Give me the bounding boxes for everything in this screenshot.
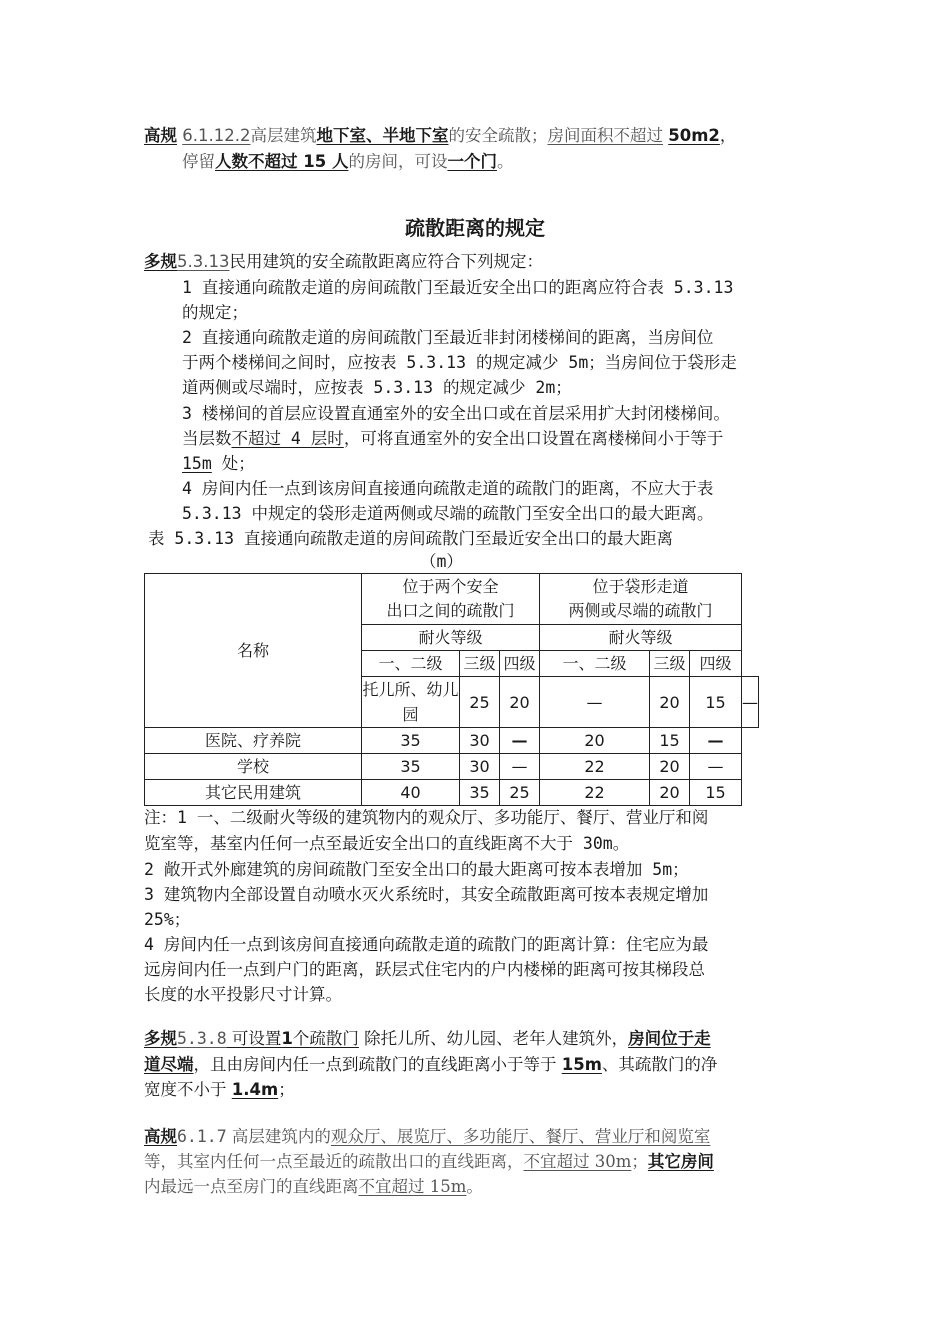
- cell: —: [690, 754, 742, 780]
- cell: 20: [650, 677, 690, 728]
- grade-header: 四级: [690, 651, 742, 677]
- text-line: 于两个楼梯间之间时，应按表 5.3.13 的规定减少 5m；当房间位于袋形走: [182, 353, 737, 372]
- ref-label: 高规: [144, 1127, 177, 1146]
- group-header-between-exits: [362, 574, 540, 625]
- text: 可设置: [226, 1029, 282, 1048]
- cell: 25: [500, 780, 540, 806]
- text-line: 道两侧或尽端时，应按表 5.3.13 的规定减少 2m；: [182, 378, 572, 397]
- text: 房间面积不超过: [547, 126, 663, 145]
- cell: 20: [540, 728, 650, 754]
- cell: —: [742, 677, 759, 728]
- text-line: 的规定；: [182, 303, 248, 322]
- note-line: 3 建筑物内全部设置自动喷水灭火系统时，其安全疏散距离可按本表规定增加: [144, 885, 709, 904]
- text-line: 3 楼梯间的首层应设置直通室外的安全出口或在首层采用扩大封闭楼梯间。: [182, 404, 730, 423]
- text: 、其疏散门的净: [601, 1055, 718, 1074]
- text: 处；: [211, 454, 255, 473]
- text: 房间位于走: [628, 1029, 711, 1048]
- text-line: 5.3.13 中规定的袋形走道两侧或尽端的疏散门至安全出口的最大距离。: [182, 504, 714, 523]
- text: 1: [281, 1029, 293, 1048]
- text: 其它房间: [647, 1152, 714, 1171]
- cell: 30: [460, 754, 500, 780]
- distance-table: [144, 573, 759, 806]
- text: ，且由房间内任一点到疏散门的直线距离小于等于: [193, 1055, 562, 1074]
- text: 一个门: [447, 152, 497, 171]
- text: 观众厅、展览厅、多功能厅、餐厅、营业厅和阅览室: [330, 1127, 711, 1146]
- note-line: 2 敞开式外廊建筑的房间疏散门至安全出口的最大距离可按本表增加 5m；: [144, 860, 689, 879]
- text: 不宜超过 30m: [523, 1152, 632, 1171]
- ref-label: 高规: [144, 126, 177, 145]
- ref-label: 多规: [144, 1029, 177, 1048]
- cell: —: [690, 728, 742, 754]
- text-line: 2 直接通向疏散走道的房间疏散门至最近非封闭楼梯间的距离，当房间位: [182, 328, 714, 347]
- note-line: 远房间内任一点到户门的距离，跃层式住宅内的户内楼梯的距离可按其梯段总: [144, 960, 705, 979]
- group-header-dead-end: [540, 574, 742, 625]
- grade-header: 一、二级: [540, 651, 650, 677]
- text: 。: [496, 152, 514, 171]
- row-name: 医院、疗养院: [145, 728, 362, 754]
- text: 1.4m: [231, 1080, 279, 1099]
- row-name: 其它民用建筑: [145, 780, 362, 806]
- table-unit: （m）: [420, 552, 463, 571]
- text: 不宜超过 15m: [358, 1177, 467, 1196]
- text: 等，其室内任何一点至最近的疏散出口的直线距离，: [144, 1152, 524, 1171]
- note-line: 25%；: [144, 910, 191, 929]
- table-row: [145, 754, 759, 780]
- cell: 15: [650, 728, 690, 754]
- cell: 35: [460, 780, 500, 806]
- grade-header: 三级: [460, 651, 500, 677]
- ref-number: 5.3.13: [177, 252, 230, 271]
- cell: —: [540, 677, 650, 728]
- section-title: 疏散距离的规定: [405, 216, 545, 240]
- fire-rating-header: 耐火等级: [540, 625, 742, 651]
- cell: 20: [650, 780, 690, 806]
- text: 出口之间的疏散门: [386, 601, 515, 620]
- cell: 20: [500, 677, 540, 728]
- note-line: 长度的水平投影尺寸计算。: [144, 985, 342, 1004]
- ref-number: 6.1.12.2: [182, 126, 251, 145]
- text: 停留: [182, 152, 215, 171]
- text: 人数不超过 15 人: [215, 152, 349, 171]
- text-line: 1 直接通向疏散走道的房间疏散门至最近安全出口的距离应符合表 5.3.13: [182, 278, 734, 297]
- text: 个疏散门: [292, 1029, 359, 1048]
- grade-header: 一、二级: [362, 651, 460, 677]
- cell: 22: [540, 780, 650, 806]
- fire-rating-header: 耐火等级: [362, 625, 540, 651]
- text: 的安全疏散；: [448, 126, 548, 145]
- text: 当层数: [182, 429, 232, 448]
- cell: 20: [650, 754, 690, 780]
- table-row: [145, 728, 759, 754]
- text: 高层建筑: [250, 126, 317, 145]
- cell: 15: [690, 677, 742, 728]
- cell: 15: [690, 780, 742, 806]
- text: 宽度不小于: [144, 1080, 232, 1099]
- cell: —: [500, 754, 540, 780]
- text-line: 4 房间内任一点到该房间直接通向疏散走道的疏散门的距离，不应大于表: [182, 479, 714, 498]
- grade-header: 三级: [650, 651, 690, 677]
- ref-label: 多规: [144, 252, 177, 271]
- note-line: 4 房间内任一点到该房间直接通向疏散走道的疏散门的距离计算：住宅应为最: [144, 935, 709, 954]
- text: ，: [719, 126, 737, 145]
- text: ，可将直通室外的安全出口设置在离楼梯间小于等于: [343, 429, 724, 448]
- cell: —: [500, 728, 540, 754]
- text: 高层建筑内的: [226, 1127, 331, 1146]
- note-line: 览室等，基室内任何一点至最近安全出口的直线距离不大于 30m。: [144, 834, 630, 853]
- text: 地下室、半地下室: [316, 126, 449, 145]
- text: 位于两个安全: [402, 577, 499, 596]
- row-name: 学校: [145, 754, 362, 780]
- text: 内最远一点至房门的直线距离: [144, 1177, 359, 1196]
- cell: 40: [362, 780, 460, 806]
- text: ；: [631, 1152, 648, 1171]
- text: ；: [278, 1080, 295, 1099]
- text: 民用建筑的安全疏散距离应符合下列规定：: [229, 252, 543, 271]
- row-name: 托儿所、幼儿园: [362, 677, 460, 728]
- grade-header: 四级: [500, 651, 540, 677]
- text: 两侧或尽端的疏散门: [568, 601, 713, 620]
- text: 的房间，可设: [348, 152, 448, 171]
- ref-number: 5.3.8: [177, 1029, 227, 1048]
- text: 。: [466, 1177, 483, 1196]
- text: 除托儿所、幼儿园、老年人建筑外，: [358, 1029, 629, 1048]
- ref-number: 6.1.7: [177, 1127, 227, 1146]
- cell: 35: [362, 754, 460, 780]
- text: 不超过 4 层时: [231, 429, 344, 448]
- table-row: [145, 780, 759, 806]
- text: 位于袋形走道: [592, 577, 689, 596]
- text: 15m: [182, 454, 212, 473]
- text: 道尽端: [144, 1055, 194, 1074]
- cell: 22: [540, 754, 650, 780]
- table-caption: 表 5.3.13 直接通向疏散走道的房间疏散门至最近安全出口的最大距离: [148, 529, 673, 548]
- note-line: 注：1 一、二级耐火等级的建筑物内的观众厅、多功能厅、餐厅、营业厅和阅: [144, 808, 709, 827]
- col-header-name: 名称: [145, 574, 362, 728]
- cell: 30: [460, 728, 500, 754]
- text: 50m2: [668, 126, 720, 145]
- cell: 25: [460, 677, 500, 728]
- text: 15m: [561, 1055, 602, 1074]
- cell: 35: [362, 728, 460, 754]
